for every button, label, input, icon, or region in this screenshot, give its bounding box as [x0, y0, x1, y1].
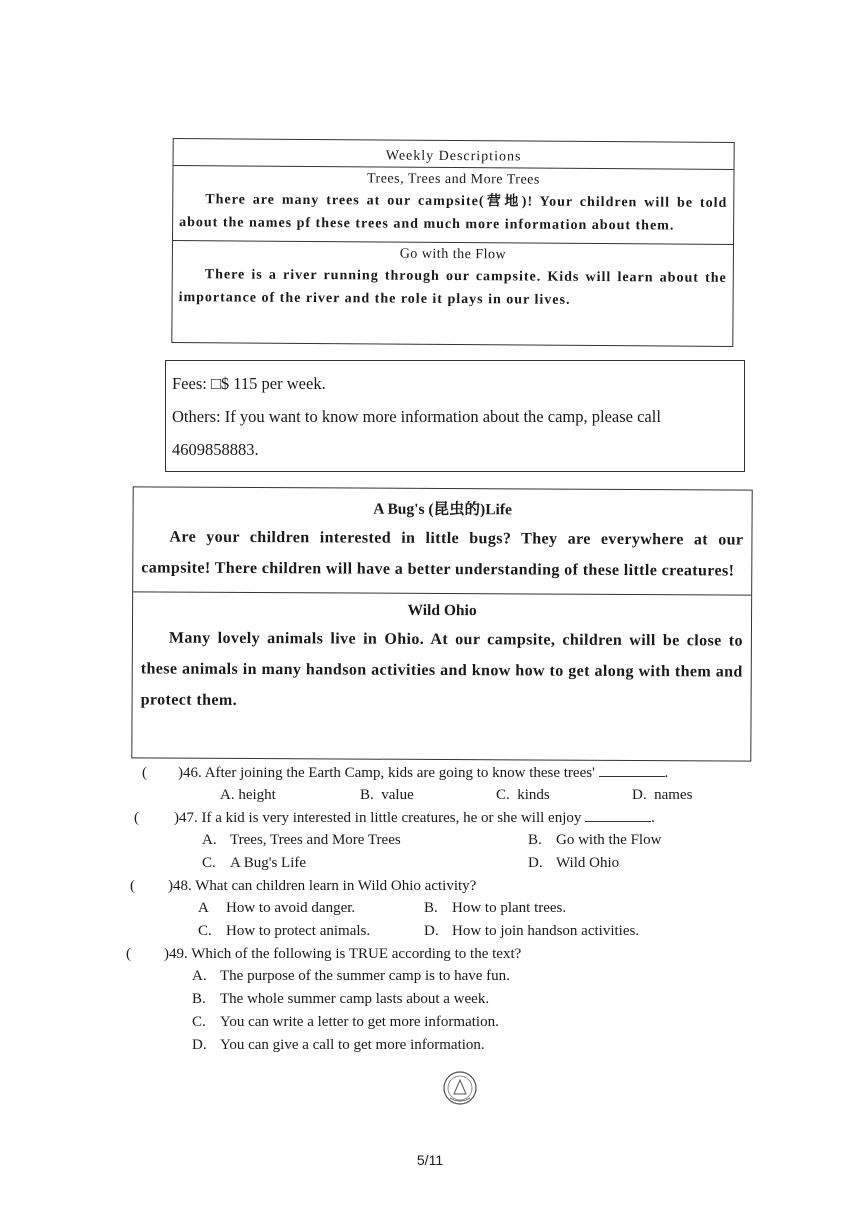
activities-box: [131, 486, 752, 761]
fees-line: Fees: □$ 115 per week.: [172, 374, 326, 393]
weekly-descriptions-heading: Weekly Descriptions: [174, 139, 734, 170]
option-d[interactable]: [528, 852, 619, 875]
question-49: [120, 943, 740, 965]
question-end: .: [664, 765, 669, 781]
answer-paren[interactable]: (: [142, 765, 147, 781]
section-bugs: [133, 487, 752, 594]
option-a[interactable]: [220, 784, 276, 807]
option-a[interactable]: [202, 829, 401, 852]
question-stem: )46. After joining the Earth Camp, kids are going to know these trees': [178, 765, 595, 781]
section-text-trees: There are many trees at our campsite(营地)! Your children will be told about the names pf these trees and much more information about them.: [179, 192, 728, 234]
option-text: value: [381, 787, 414, 803]
option-text: height: [238, 787, 276, 803]
option-letter: C.: [496, 787, 510, 803]
answer-paren[interactable]: (: [126, 946, 131, 962]
question-stem: )47. If a kid is very interested in little creatures, he or she will enjoy: [174, 810, 582, 826]
option-letter: D.: [192, 1037, 207, 1053]
section-text-ohio: Many lovely animals live in Ohio. At our campsite, children will be close to these animals in many handson activities and know how to get along with them and protect them.: [140, 629, 743, 709]
option-text: How to plant trees.: [452, 900, 567, 916]
option-letter: B.: [360, 787, 374, 803]
option-c[interactable]: [496, 784, 550, 807]
option-letter: D.: [424, 923, 439, 939]
option-text: A Bug's Life: [230, 855, 307, 871]
answer-paren[interactable]: (: [130, 878, 135, 894]
option-c[interactable]: [202, 852, 306, 875]
options-47-row1: [120, 829, 740, 852]
answer-blank[interactable]: [599, 762, 665, 777]
section-trees: [173, 166, 734, 244]
option-d[interactable]: [192, 1034, 485, 1057]
stamp-logo-icon: [440, 1068, 480, 1108]
options-49-c: [120, 1011, 740, 1034]
section-title-ohio: Wild Ohio: [407, 601, 477, 620]
section-text-bugs: Are your children interested in little bugs? They are everywhere at our campsite! There children will have a better understanding of these little creatures!: [141, 528, 744, 580]
option-text: Go with the Flow: [556, 832, 662, 848]
option-letter: D.: [528, 855, 543, 871]
options-49-a: [120, 965, 740, 988]
others-line: Others: If you want to know more information about the camp, please call 4609858883.: [172, 407, 661, 459]
options-49-b: [120, 988, 740, 1011]
option-letter: B.: [424, 900, 438, 916]
question-stem: )48. What can children learn in Wild Ohio activity?: [168, 878, 477, 894]
option-d[interactable]: [632, 784, 692, 807]
options-48-row2: [120, 920, 740, 943]
option-letter: A.: [202, 832, 217, 848]
option-b[interactable]: [528, 829, 661, 852]
option-text: kinds: [517, 787, 550, 803]
option-letter: A: [198, 900, 209, 916]
answer-blank[interactable]: [585, 807, 651, 822]
option-b[interactable]: [424, 897, 566, 920]
option-letter: B.: [192, 991, 206, 1007]
option-letter: C.: [198, 923, 212, 939]
page-number: 5/11: [416, 1152, 444, 1168]
question-47: [120, 807, 740, 829]
option-letter: A.: [192, 968, 207, 984]
questions-list: [120, 762, 740, 1057]
question-48: [120, 875, 740, 897]
option-letter: A.: [220, 787, 235, 803]
option-b[interactable]: [360, 784, 414, 807]
option-letter: C.: [192, 1014, 206, 1030]
section-text-flow: There is a river running through our campsite. Kids will learn about the importance of the river and the role it plays in our lives.: [178, 267, 727, 308]
option-text: How to join handson activities.: [452, 923, 640, 939]
option-text: Trees, Trees and More Trees: [230, 832, 401, 848]
question-end: .: [651, 810, 655, 826]
weekly-descriptions-box: [171, 138, 734, 347]
answer-paren[interactable]: (: [134, 810, 139, 826]
option-text: names: [654, 787, 693, 803]
option-d[interactable]: [424, 920, 639, 943]
section-flow: [172, 241, 733, 319]
option-c[interactable]: [192, 1011, 499, 1034]
option-letter: D.: [632, 787, 647, 803]
fees-box: [165, 360, 745, 472]
question-46: [120, 762, 740, 784]
section-title-trees: Trees, Trees and More Trees: [366, 171, 540, 188]
option-text: How to protect animals.: [226, 923, 371, 939]
options-49-d: [120, 1034, 740, 1057]
options-47-row2: [120, 852, 740, 875]
option-text: How to avoid danger.: [226, 900, 356, 916]
section-title-flow: Go with the Flow: [399, 246, 507, 263]
option-text: The purpose of the summer camp is to have fun.: [220, 968, 510, 984]
option-text: The whole summer camp lasts about a week.: [220, 991, 490, 1007]
option-letter: C.: [202, 855, 216, 871]
option-a[interactable]: [198, 897, 355, 920]
option-text: Wild Ohio: [556, 855, 620, 871]
option-b[interactable]: [192, 988, 489, 1011]
section-title-bugs: A Bug's (昆虫的)Life: [373, 500, 512, 519]
option-letter: B.: [528, 832, 542, 848]
options-46: [120, 784, 740, 807]
option-text: You can give a call to get more information.: [220, 1037, 485, 1053]
section-ohio: [132, 592, 751, 726]
option-text: You can write a letter to get more information.: [220, 1014, 499, 1030]
options-48-row1: [120, 897, 740, 920]
option-a[interactable]: [192, 965, 510, 988]
option-c[interactable]: [198, 920, 370, 943]
question-stem: )49. Which of the following is TRUE according to the text?: [164, 946, 522, 962]
